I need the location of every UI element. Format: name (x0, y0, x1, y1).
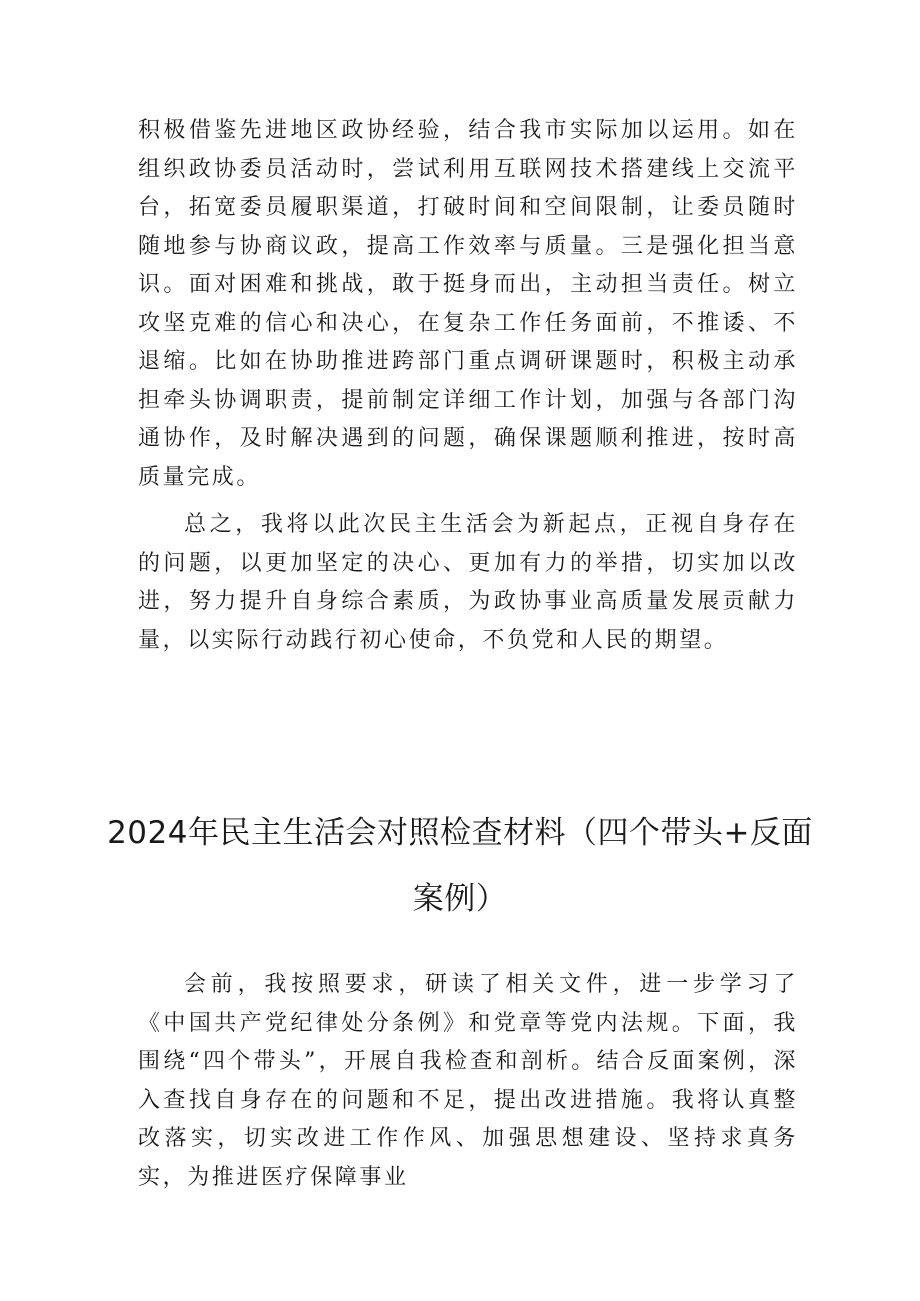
body-paragraph-intro: 会前，我按照要求，研读了相关文件，进一步学习了《中国共产党纪律处分条例》和党章等党内法规。下面，我围绕“四个带头”，开展自我检查和剖析。结合反面案例，深入查找自身存在的问题和不足，提出改进措施。我将认真整改落实，切实改进工作作风、加强思想建设、坚持求真务实，为推进医疗保障事业 (138, 972, 798, 1190)
body-paragraph-conclusion: 总之，我将以此次民主生活会为新起点，正视自身存在的问题，以更加坚定的决心、更加有力的举措，切实加以改进，努力提升自身综合素质，为政协事业高质量发展贡献力量，以实际行动践行初心使命，不负党和人民的期望。 (138, 512, 798, 653)
document-title: 2024年民主生活会对照检查材料（四个带头+反面案例） (107, 815, 813, 917)
body-paragraph-continuation: 积极借鉴先进地区政协经验，结合我市实际加以运用。如在组织政协委员活动时，尝试利用互联网技术搭建线上交流平台，拓宽委员履职渠道，打破时间和空间限制，让委员随时随地参与协商议政，提高工作效率与质量。三是强化担当意识。面对困难和挑战，敢于挺身而出，主动担当责任。树立攻坚克难的信心和决心，在复杂工作任务面前，不推诿、不退缩。比如在协助推进跨部门重点调研课题时，积极主动承担牵头协调职责，提前制定详细工作计划，加强与各部门沟通协作，及时解决遇到的问题，确保课题顺利推进，按时高质量完成。 (138, 118, 798, 490)
